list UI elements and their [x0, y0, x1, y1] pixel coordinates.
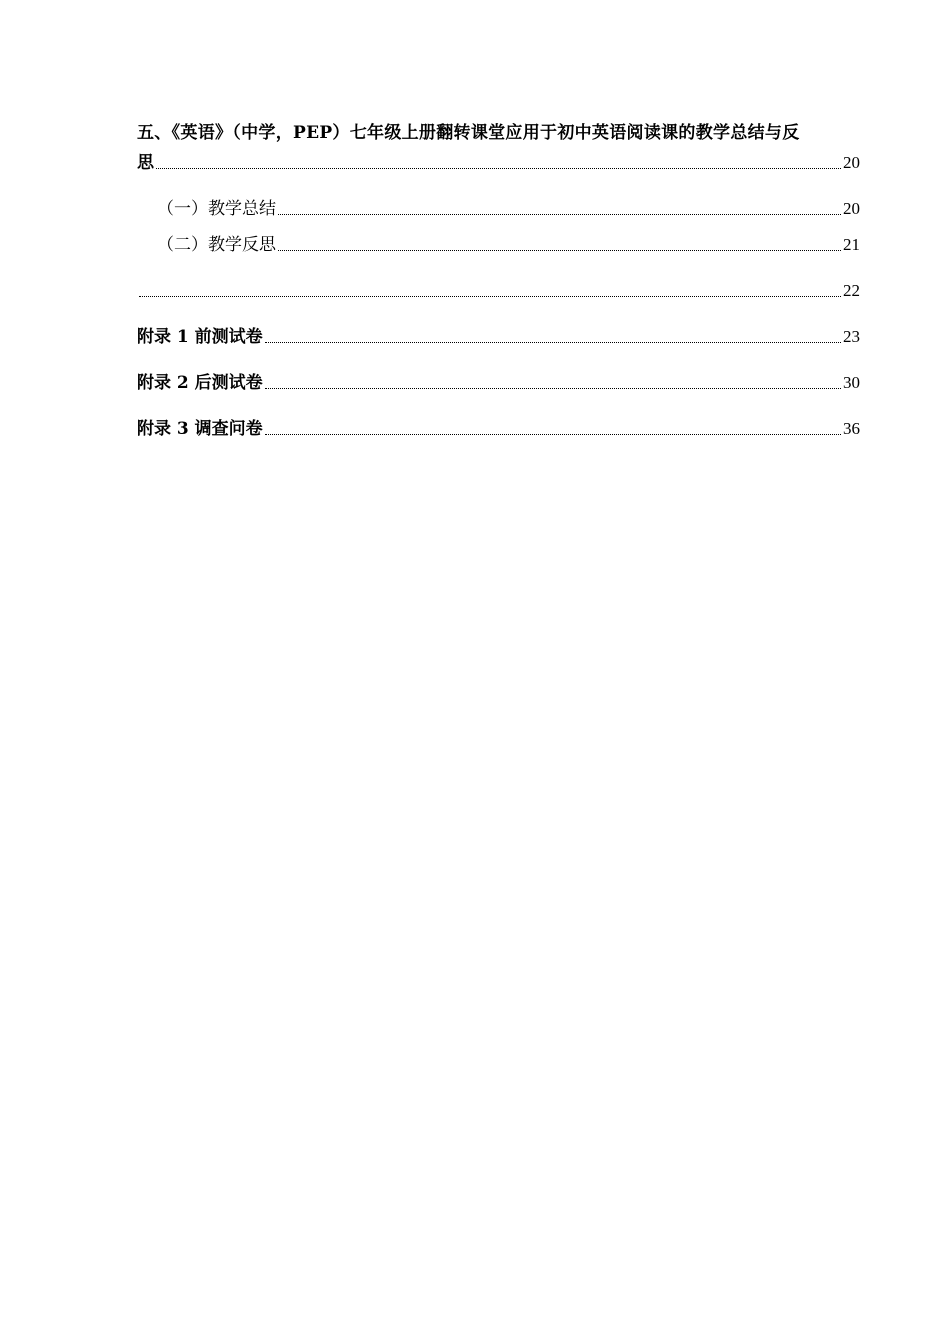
dot-leader: [265, 387, 841, 389]
toc-entry-appendix3[interactable]: [137, 418, 860, 440]
toc-entry-section2[interactable]: [137, 234, 860, 256]
toc-page-number: 36: [843, 419, 860, 438]
toc-page-number: 30: [843, 373, 860, 392]
dot-leader: [278, 249, 841, 251]
dot-leader: [139, 295, 841, 297]
dot-leader: [265, 341, 841, 343]
toc-entry-section1[interactable]: [137, 198, 860, 220]
toc-entry-label: （二）教学反思: [157, 235, 276, 255]
toc-page-number: 21: [843, 235, 860, 254]
toc-entry-chapter5-line1[interactable]: 五、《英语》（中学，PEP）七年级上册翻转课堂应用于初中英语阅读课的教学总结与反: [137, 123, 800, 143]
toc-entry-appendix1[interactable]: [137, 326, 860, 348]
toc-page-number: 23: [843, 327, 860, 346]
toc-entry-blank[interactable]: [137, 280, 860, 302]
dot-leader: [265, 433, 841, 435]
toc-entry-label: 思: [137, 153, 154, 173]
dot-leader: [156, 167, 841, 169]
toc-entry-label: 附录 2 后测试卷: [137, 373, 263, 393]
toc-entry-appendix2[interactable]: [137, 372, 860, 394]
toc-page-number: 22: [843, 281, 860, 300]
table-of-contents: [137, 118, 860, 440]
toc-entry-label: （一）教学总结: [157, 199, 276, 219]
toc-entry-chapter5[interactable]: [137, 152, 860, 174]
toc-page-number: 20: [843, 199, 860, 218]
toc-entry-label: 附录 1 前测试卷: [137, 327, 263, 347]
toc-page-number: 20: [843, 153, 860, 172]
dot-leader: [278, 213, 841, 215]
toc-entry-label: 附录 3 调查问卷: [137, 419, 263, 439]
